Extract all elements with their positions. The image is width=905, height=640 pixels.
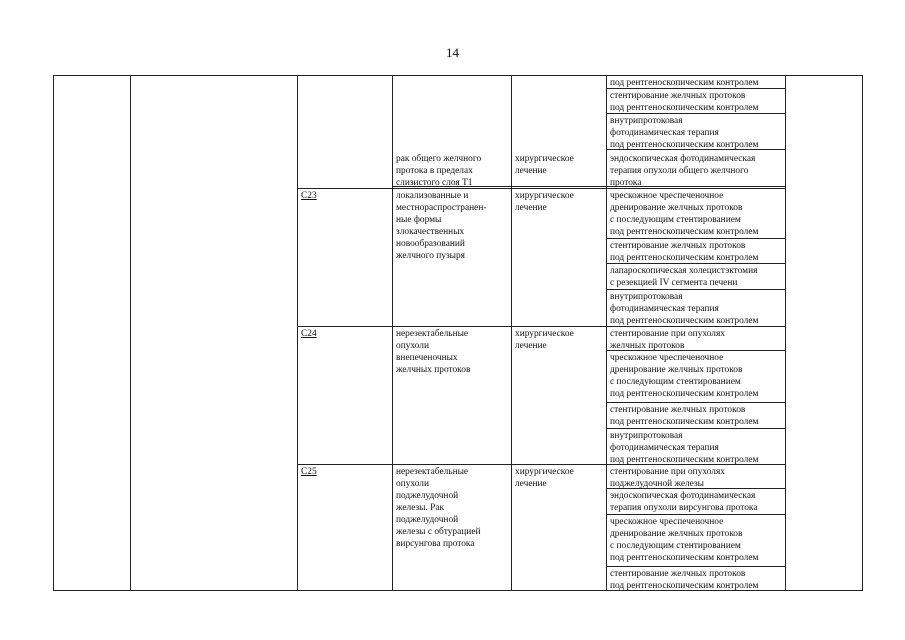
method-cell: эндоскопическая фотодинамическая терапия опухоли вирсунгова протока xyxy=(610,491,758,513)
treatment-cell: хирургическое лечение xyxy=(515,329,574,351)
method-cell: чрескожное чреспеченочное дренирование желчных протоков с последующим стентированием под рентгеноскопическим контролем xyxy=(610,517,759,563)
method-cell: стентирование желчных протоков под рентгеноскопическим контролем xyxy=(610,91,759,113)
method-cell: стентирование при опухолях желчных протоков xyxy=(610,329,725,351)
disease-cell: нерезектабельные опухоли внепеченочных желчных протоков xyxy=(396,329,471,375)
treatment-table xyxy=(53,75,863,591)
method-cell: стентирование при опухолях поджелудочной железы xyxy=(610,467,725,489)
treatment-cell: хирургическое лечение xyxy=(515,154,574,176)
column-divider xyxy=(392,76,393,590)
method-cell: под рентгеноскопическим контролем xyxy=(610,78,759,88)
treatment-cell: хирургическое лечение xyxy=(515,467,574,489)
method-cell: эндоскопическая фотодинамическая терапия опухоли общего желчного протока xyxy=(610,154,756,188)
method-cell: стентирование желчных протоков под рентгеноскопическим контролем xyxy=(610,569,759,591)
method-cell: чрескожное чреспеченочное дренирование желчных протоков с последующим стентированием под рентгеноскопическим контролем xyxy=(610,353,759,399)
method-cell: внутрипротоковая фотодинамическая терапия под рентгеноскопическим контролем xyxy=(610,431,759,465)
method-cell: внутрипротоковая фотодинамическая терапия под рентгеноскопическим контролем xyxy=(610,292,759,326)
column-divider xyxy=(511,76,512,590)
treatment-cell: хирургическое лечение xyxy=(515,191,574,213)
method-cell: лапароскопическая холецистэктомия с резекцией IV сегмента печени xyxy=(610,266,758,288)
method-cell: стентирование желчных протоков под рентгеноскопическим контролем xyxy=(610,241,759,263)
method-cell: чрескожное чреспеченочное дренирование желчных протоков с последующим стентированием под рентгеноскопическим контролем xyxy=(610,191,759,237)
column-divider xyxy=(297,76,298,590)
page-number: 14 xyxy=(446,45,459,60)
disease-cell: нерезектабельные опухоли поджелудочной железы. Рак поджелудочной железы с обтурацией вирсунгова протока xyxy=(396,467,481,549)
method-cell: внутрипротоковая фотодинамическая терапия под рентгеноскопическим контролем xyxy=(610,116,759,150)
method-cell: стентирование желчных протоков под рентгеноскопическим контролем xyxy=(610,405,759,427)
column-divider xyxy=(606,76,607,590)
icd-code: C23 xyxy=(301,191,317,201)
column-divider xyxy=(130,76,131,590)
icd-code: C24 xyxy=(301,329,317,339)
icd-code: C25 xyxy=(301,467,317,477)
disease-cell: рак общего желчного протока в пределах слизистого слоя T1 xyxy=(396,154,482,188)
disease-cell: локализованные и местнораспространен- ные формы злокачественных новообразований желчного пузыря xyxy=(396,191,487,261)
